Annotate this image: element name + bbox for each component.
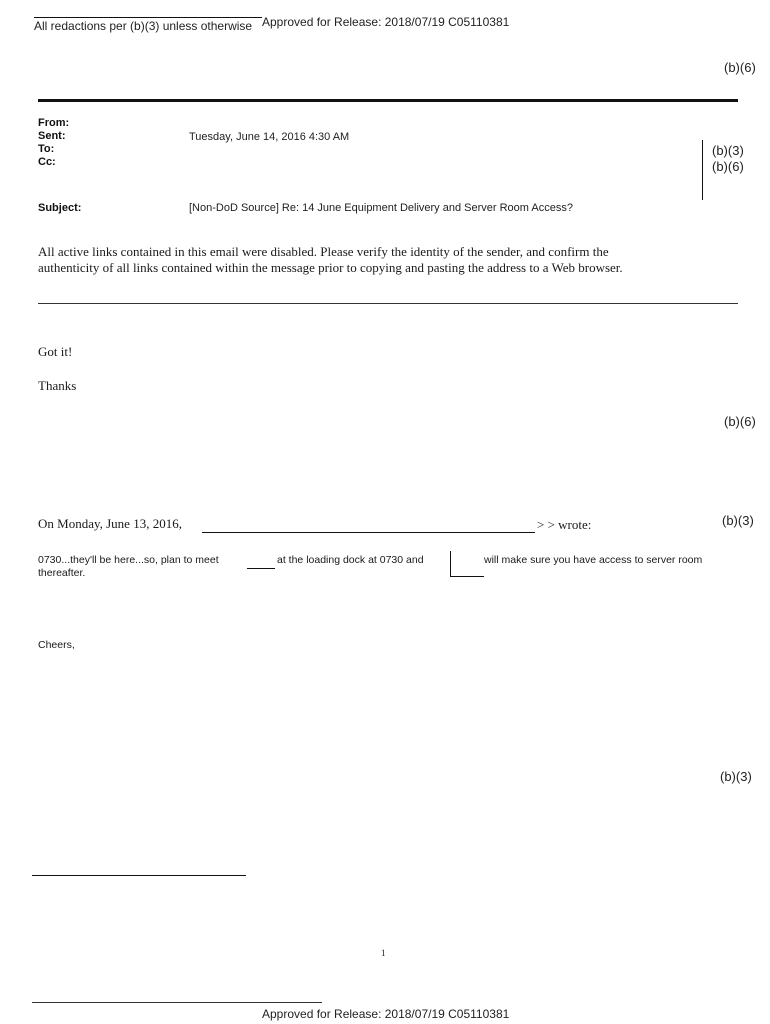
footer-rule [32, 1002, 322, 1003]
quoted-text-line-2: thereafter. [38, 567, 86, 579]
redaction-b3-lower: (b)(3) [720, 769, 752, 784]
quoted-text-part-1: 0730...they'll be here...so, plan to meet [38, 554, 219, 566]
redacted-sender-line [202, 532, 535, 533]
footnote-rule [32, 875, 246, 876]
subject-label: Subject: [38, 202, 82, 214]
approval-stamp-bottom: Approved for Release: 2018/07/19 C05110381 [262, 1007, 510, 1021]
quoted-intro-start: On Monday, June 13, 2016, [38, 516, 182, 531]
page-number: 1 [381, 948, 386, 958]
quoted-intro-end: > > wrote: [537, 517, 592, 532]
sent-label: Sent: [38, 130, 66, 142]
redacted-name-line-2 [450, 576, 484, 577]
redaction-b3-quoted: (b)(3) [722, 513, 754, 528]
redaction-note: All redactions per (b)(3) unless otherwise [34, 19, 253, 33]
from-label: From: [38, 117, 70, 129]
notice-line-2: authenticity of all links contained within the message prior to copying and pasting the address to a Web browser. [38, 260, 623, 275]
greeting-text: Got it! [38, 344, 73, 359]
approval-stamp-top: Approved for Release: 2018/07/19 C05110381 [262, 15, 510, 29]
redacted-name-line-1 [247, 568, 275, 569]
redaction-b6-top: (b)(6) [724, 60, 756, 75]
sent-value: Tuesday, June 14, 2016 4:30 AM [189, 131, 350, 143]
to-label: To: [38, 143, 55, 155]
subject-value: [Non-DoD Source] Re: 14 June Equipment Delivery and Server Room Access? [189, 202, 573, 214]
header-separator [38, 99, 738, 102]
redacted-name-bracket [450, 551, 451, 577]
notice-separator [38, 303, 738, 304]
quoted-text-part-3: will make sure you have access to server room [484, 554, 703, 566]
redaction-b6-body: (b)(6) [724, 414, 756, 429]
redaction-b3-header: (b)(3) [712, 143, 744, 158]
thanks-text: Thanks [38, 378, 77, 393]
notice-line-1: All active links contained in this email were disabled. Please verify the identity of the sender, and confirm the [38, 244, 609, 259]
cc-label: Cc: [38, 156, 56, 168]
header-rule [34, 17, 262, 18]
redaction-bracket [702, 140, 703, 200]
quoted-text-part-2: at the loading dock at 0730 and [277, 554, 424, 566]
signoff-text: Cheers, [38, 639, 75, 651]
redaction-b6-header: (b)(6) [712, 159, 744, 174]
